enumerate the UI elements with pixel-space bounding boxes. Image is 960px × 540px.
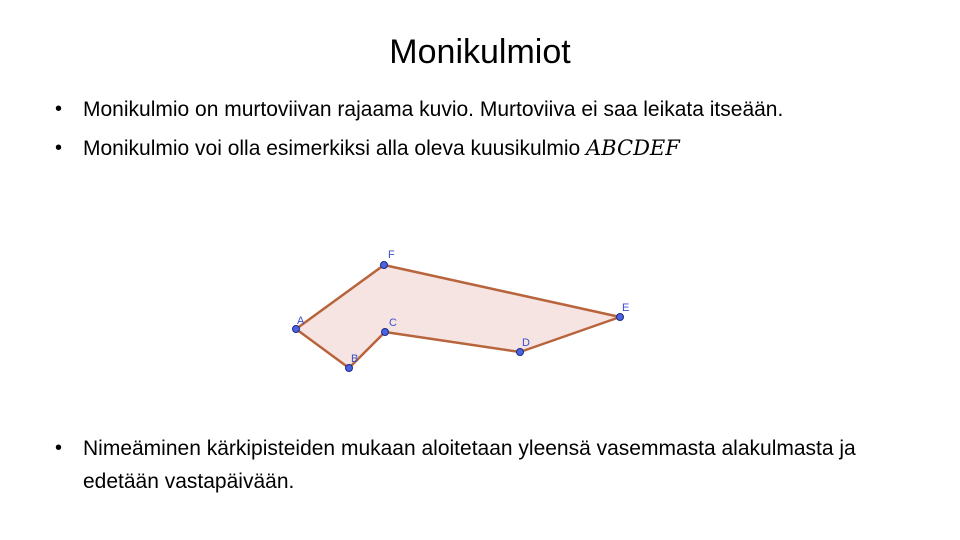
math-polygon-name: ABCDEF [586, 136, 680, 160]
vertex-label-f: F [388, 249, 395, 261]
bullet-item [52, 93, 872, 126]
vertex-label-a: A [297, 315, 305, 327]
bullet-list-top [52, 93, 872, 171]
bullet-symbol: • [55, 437, 63, 459]
vertex-point-f [381, 262, 388, 269]
vertex-label-b: B [351, 353, 359, 365]
bullet-item [52, 132, 872, 165]
bullet-item [52, 432, 872, 498]
vertex-label-d: D [522, 337, 530, 349]
vertex-point-b [346, 365, 353, 372]
bullet-symbol: • [55, 137, 63, 159]
hexagon-figure [270, 240, 650, 390]
vertex-point-c [382, 329, 389, 336]
bullet-text: Monikulmio on murtoviivan rajaama kuvio. Murtoviiva ei saa leikata itseään. [83, 98, 784, 121]
slide-title: Monikulmiot [389, 33, 571, 71]
bullet-list-bottom [52, 432, 872, 504]
bullet-text: Nimeäminen kärkipisteiden mukaan aloitetaan yleensä vasemmasta alakulmasta ja edetään vastapäivään. [83, 437, 856, 493]
vertex-point-d [517, 349, 524, 356]
vertex-label-c: C [389, 317, 397, 329]
vertex-label-e: E [622, 302, 630, 314]
hexagon-diagram [270, 240, 650, 385]
bullet-text: Monikulmio voi olla esimerkiksi alla oleva kuusikulmio [83, 137, 587, 160]
bullet-symbol: • [55, 98, 63, 120]
hexagon-shape [296, 265, 620, 368]
vertex-point-e [617, 314, 624, 321]
